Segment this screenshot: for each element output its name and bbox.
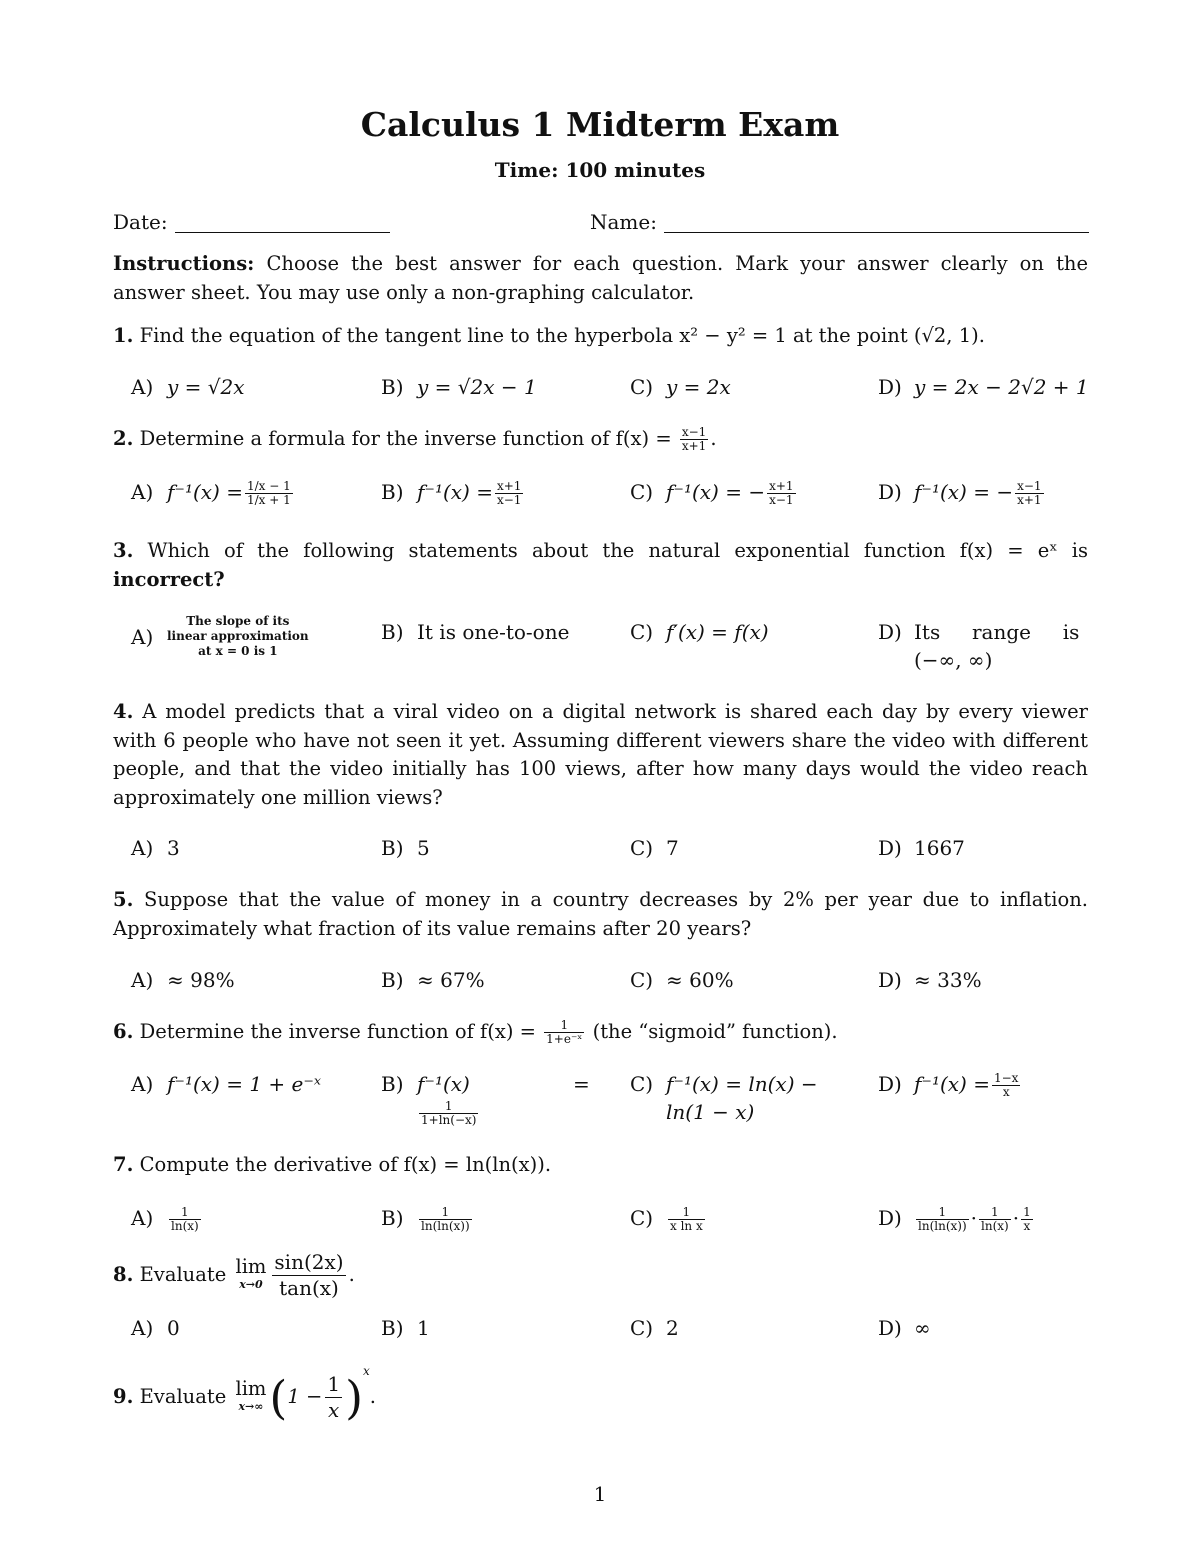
fraction-denominator: tan(x) [279, 1276, 339, 1300]
option-fraction [767, 480, 795, 507]
q3-option-d[interactable] [878, 618, 1089, 674]
option-fraction [979, 1206, 1011, 1233]
option-text: f⁻¹(x) = − [914, 480, 1014, 504]
question-6 [113, 1018, 1088, 1047]
fraction-numerator: 1−x [993, 1071, 1019, 1085]
option-label: B) [381, 480, 404, 504]
name-blank-line[interactable] [664, 232, 1089, 233]
fraction-denominator: x+1 [1017, 493, 1042, 507]
option-text: 5 [417, 836, 430, 860]
option-text: f⁻¹(x) [417, 1072, 470, 1096]
option-text-line: at x = 0 is 1 [198, 644, 278, 658]
option-label: D) [878, 480, 902, 504]
fraction-denominator: ln(x) [981, 1219, 1009, 1233]
option-label: A) [131, 375, 154, 399]
fraction-denominator: ln(x) [171, 1219, 199, 1233]
question-punctuation: . [348, 1263, 355, 1286]
option-fraction [419, 1100, 478, 1127]
q8-option-a[interactable] [131, 1314, 180, 1342]
q6-option-d[interactable] [878, 1070, 1022, 1099]
question-text: Compute the derivative of f(x) = ln(ln(x)). [139, 1153, 552, 1176]
option-fraction [1015, 480, 1043, 507]
option-text: ∞ [914, 1316, 931, 1340]
option-text: (−∞, ∞) [914, 648, 993, 672]
option-text: 0 [167, 1316, 180, 1340]
question-5 [113, 886, 1088, 943]
option-text: 3 [167, 836, 180, 860]
option-text: ≈ 60% [666, 968, 734, 992]
option-text: 1 [417, 1316, 430, 1340]
fraction-denominator: x [1023, 1219, 1031, 1233]
question-text: Find the equation of the tangent line to the hyperbola x² − y² = 1 at the point (√2, 1). [139, 324, 985, 347]
question-number: 9. [113, 1385, 134, 1408]
option-fraction [1021, 1206, 1033, 1233]
inline-fraction [544, 1019, 584, 1046]
q3-option-c[interactable] [630, 618, 769, 646]
question-text: Determine the inverse function of f(x) = [139, 1020, 536, 1043]
q6-option-b[interactable] [381, 1070, 591, 1127]
option-text: 7 [666, 836, 679, 860]
q4-option-d[interactable] [878, 834, 965, 862]
question-number: 5. [113, 888, 134, 911]
question-4 [113, 698, 1088, 812]
exam-subtitle: Time: 100 minutes [494, 158, 706, 182]
q3-option-b[interactable] [381, 618, 569, 646]
option-fraction [916, 1206, 969, 1233]
fraction-numerator: 1 [979, 1206, 1011, 1220]
q7-option-b[interactable] [381, 1204, 474, 1233]
q3-option-a[interactable] [131, 614, 309, 659]
option-label: C) [630, 620, 654, 644]
product-dot: · [1012, 1206, 1020, 1230]
fraction-numerator: 1 [544, 1019, 584, 1033]
option-label: D) [878, 620, 902, 644]
question-text: A model predicts that a viral video on a digital network is shared each day by every viewer with 6 people who have not seen it yet. Assuming different viewers share the video with different people, and that the video initially has 100 views, after how many days would the video reach approximately one million views? [113, 700, 1088, 809]
option-label: D) [878, 1316, 902, 1340]
q4-option-b[interactable] [381, 834, 430, 862]
inline-fraction [680, 426, 708, 453]
fraction-numerator: 1 [916, 1206, 969, 1220]
limit-operator [235, 1376, 267, 1416]
option-label: A) [131, 836, 154, 860]
option-label: B) [381, 1206, 404, 1230]
q1-option-a[interactable] [131, 373, 245, 401]
option-label: D) [878, 968, 902, 992]
option-text: ln(1 − x) [666, 1100, 755, 1124]
fraction-numerator: 1/x − 1 [246, 479, 291, 493]
q7-option-d[interactable] [878, 1204, 1035, 1233]
question-text: Which of the following statements about the natural exponential function f(x) = eˣ is [147, 539, 1089, 562]
option-text: ≈ 33% [914, 968, 982, 992]
date-label: Date: [113, 210, 168, 234]
instructions-text: Choose the best answer for each question. Mark your answer clearly on the answer sheet. You may use only a non-graphing calculator. [113, 252, 1089, 304]
option-text: ≈ 98% [167, 968, 235, 992]
option-fraction [495, 480, 523, 507]
fraction-numerator: 1 [327, 1372, 341, 1396]
question-punctuation: . [710, 427, 717, 450]
q7-option-a[interactable] [131, 1204, 203, 1233]
option-label: D) [878, 836, 902, 860]
date-blank-line[interactable] [175, 232, 390, 233]
option-text: f′(x) = f(x) [666, 620, 769, 644]
question-text: Evaluate [139, 1385, 227, 1408]
question-number: 4. [113, 700, 134, 723]
option-fraction [169, 1206, 201, 1233]
option-label: B) [381, 1072, 404, 1096]
q1-option-b[interactable] [381, 373, 537, 401]
fraction-numerator: x+1 [769, 479, 794, 493]
option-label: A) [131, 1316, 154, 1340]
option-fraction [992, 1072, 1020, 1099]
q2-option-d[interactable] [878, 478, 1046, 507]
option-label: D) [878, 1206, 902, 1230]
option-text: ≈ 67% [417, 968, 485, 992]
fraction-numerator: x−1 [1017, 479, 1042, 493]
question-number: 1. [113, 324, 134, 347]
question-8 [113, 1250, 1088, 1301]
option-label: C) [630, 480, 654, 504]
option-text: y = 2x − 2√2 + 1 [914, 375, 1089, 399]
q4-option-a[interactable] [131, 834, 180, 862]
option-label: C) [630, 836, 654, 860]
limit-subscript: x→∞ [238, 1399, 264, 1413]
fraction-denominator: x−1 [769, 493, 794, 507]
question-text: Evaluate [139, 1263, 227, 1286]
option-text: f⁻¹(x) = ln(x) − [666, 1072, 818, 1096]
option-label: D) [878, 1072, 902, 1096]
q8-option-c[interactable] [630, 1314, 679, 1342]
question-number: 6. [113, 1020, 134, 1043]
right-paren: ) [345, 1370, 364, 1425]
fraction-numerator: 1 [668, 1206, 705, 1220]
fraction-denominator: x+1 [681, 439, 707, 453]
option-text: 1667 [914, 836, 965, 860]
question-number: 7. [113, 1153, 134, 1176]
option-text-line: The slope of its [186, 614, 290, 628]
option-fraction [245, 480, 293, 507]
q2-option-c[interactable] [630, 478, 798, 507]
limit-subscript: x→0 [239, 1277, 263, 1291]
fraction-denominator: 1+e⁻ˣ [546, 1032, 583, 1046]
option-label: B) [381, 836, 404, 860]
option-text: y = 2x [666, 375, 731, 399]
q8-option-d[interactable] [878, 1314, 931, 1342]
q4-option-c[interactable] [630, 834, 679, 862]
question-punctuation: . [369, 1385, 376, 1408]
option-text: y = √2x [167, 375, 245, 399]
option-fraction [668, 1206, 705, 1233]
option-label: B) [381, 1316, 404, 1340]
option-label: A) [131, 1072, 154, 1096]
option-label: B) [381, 375, 404, 399]
fraction-denominator: x [328, 1398, 340, 1422]
name-label: Name: [590, 210, 657, 234]
q7-option-c[interactable] [630, 1204, 707, 1233]
question-emphasis: incorrect? [113, 567, 225, 591]
question-number: 8. [113, 1263, 134, 1286]
fraction-denominator: x [1002, 1085, 1010, 1099]
option-label: C) [630, 375, 654, 399]
exam-title: Calculus 1 Midterm Exam [360, 105, 840, 144]
question-9 [113, 1358, 1088, 1423]
fraction-denominator: ln(ln(x)) [421, 1219, 470, 1233]
option-label: B) [381, 968, 404, 992]
option-text: 2 [666, 1316, 679, 1340]
option-fraction [419, 1206, 472, 1233]
product-dot: · [970, 1206, 977, 1230]
fraction-numerator: x−1 [681, 425, 707, 439]
fraction-numerator: 1 [169, 1206, 201, 1220]
q5-option-c[interactable] [630, 966, 734, 994]
limit-exponent: x [363, 1364, 370, 1378]
fraction-denominator: x ln x [670, 1219, 703, 1233]
question-text: Determine a formula for the inverse function of f(x) = [139, 427, 672, 450]
limit-fraction [272, 1250, 345, 1301]
option-label: A) [131, 968, 154, 992]
fraction-numerator: 1 [419, 1206, 472, 1220]
option-label: C) [630, 1072, 654, 1096]
option-label: D) [878, 375, 902, 399]
limit-fraction [325, 1372, 342, 1423]
fraction-numerator: x+1 [496, 479, 522, 493]
fraction-numerator: 1 [1023, 1205, 1031, 1219]
fraction-denominator: ln(ln(x)) [918, 1219, 967, 1233]
option-text: f⁻¹(x) = − [666, 480, 766, 504]
q2-option-b[interactable] [381, 478, 525, 507]
option-label: A) [131, 624, 154, 649]
limit-symbol: lim [235, 1254, 267, 1278]
q6-option-a[interactable] [131, 1070, 321, 1098]
q5-option-a[interactable] [131, 966, 235, 994]
question-2 [113, 425, 1088, 454]
question-number: 3. [113, 539, 134, 562]
instructions-label: Instructions: [113, 252, 255, 275]
fraction-numerator: sin(2x) [274, 1250, 344, 1274]
question-1 [113, 322, 1088, 351]
left-paren: ( [269, 1370, 288, 1425]
fraction-numerator: 1 [419, 1100, 478, 1114]
q8-option-b[interactable] [381, 1314, 430, 1342]
question-text-end: (the “sigmoid” function). [592, 1020, 838, 1043]
question-text: Suppose that the value of money in a country decreases by 2% per year due to inflation. Approximately what fraction of its value remains after 20 years? [113, 888, 1088, 940]
q5-option-d[interactable] [878, 966, 982, 994]
q5-option-b[interactable] [381, 966, 485, 994]
question-number: 2. [113, 427, 134, 450]
fraction-denominator: 1/x + 1 [246, 493, 291, 507]
option-text: y = √2x − 1 [417, 375, 537, 399]
instructions [113, 250, 1088, 307]
option-text: f⁻¹(x) = [167, 480, 243, 504]
fraction-denominator: 1+ln(−x) [421, 1113, 477, 1127]
option-label: A) [131, 1206, 154, 1230]
option-text: f⁻¹(x) = [914, 1072, 990, 1096]
page-number: 1 [593, 1482, 607, 1506]
option-text-line: linear approximation [167, 629, 309, 643]
q2-option-a[interactable] [131, 478, 295, 507]
option-text: It is one-to-one [417, 620, 570, 644]
q1-option-d[interactable] [878, 373, 1089, 401]
question-3 [113, 537, 1088, 594]
option-text: Its range is [914, 620, 1080, 644]
option-label: A) [131, 480, 154, 504]
option-text: f⁻¹(x) = [417, 480, 493, 504]
option-equals: = [573, 1072, 590, 1096]
option-label: C) [630, 1206, 654, 1230]
q1-option-c[interactable] [630, 373, 731, 401]
option-text: f⁻¹(x) = 1 + e⁻ˣ [167, 1072, 322, 1096]
option-label: C) [630, 1316, 654, 1340]
limit-expression: 1 − [287, 1385, 323, 1408]
q6-option-c[interactable] [630, 1070, 818, 1126]
option-label: B) [381, 620, 404, 644]
question-7 [113, 1151, 1088, 1180]
limit-operator [235, 1254, 267, 1294]
fraction-denominator: x−1 [496, 493, 522, 507]
limit-symbol: lim [235, 1376, 267, 1400]
option-label: C) [630, 968, 654, 992]
option-text-stack [167, 614, 309, 659]
